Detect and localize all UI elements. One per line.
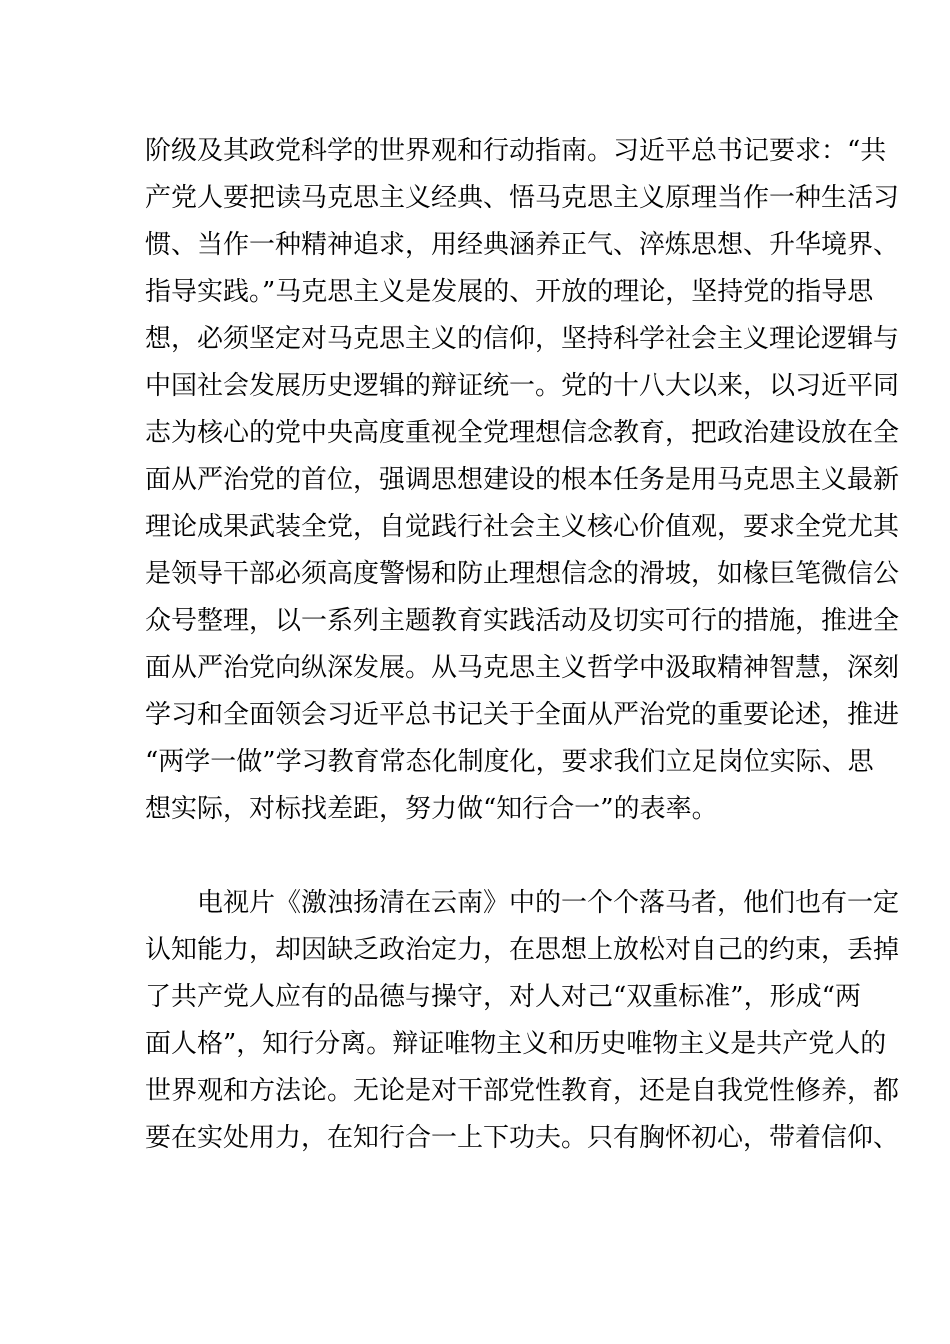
paragraph-1-line-1: 阶级及其政党科学的世界观和行动指南。习近平总书记要求：“共 [145,136,887,166]
paragraph-1-line-4: 指导实践。”马克思主义是发展的、开放的理论，坚持党的指导思 [145,277,874,307]
paragraph-1 [145,128,900,833]
paragraph-2-line-1: 电视片《激浊扬清在云南》中的一个个落马者，他们也有一定 [197,888,900,918]
paragraph-1-line-3: 惯、当作一种精神追求，用经典涵养正气、淬炼思想、升华境界、 [145,230,900,260]
paragraph-1-line-12: 面从严治党向纵深发展。从马克思主义哲学中汲取精神智慧，深刻 [145,653,900,683]
paragraph-2-line-3: 了共产党人应有的品德与操守，对人对己“双重标准”，形成“两 [145,982,861,1012]
paragraph-1-line-8: 面从严治党的首位，强调思想建设的根本任务是用马克思主义最新 [145,465,900,495]
paragraph-1-line-11: 众号整理，以一系列主题教育实践活动及切实可行的措施，推进全 [145,606,900,636]
paragraph-1-line-5: 想，必须坚定对马克思主义的信仰，坚持科学社会主义理论逻辑与 [145,324,900,354]
paragraph-1-line-13: 学习和全面领会习近平总书记关于全面从严治党的重要论述，推进 [145,700,900,730]
paragraph-1-line-10: 是领导干部必须高度警惕和防止理想信念的滑坡，如椽巨笔微信公 [145,559,900,589]
paragraph-1-line-14: “两学一做”学习教育常态化制度化，要求我们立足岗位实际、思 [145,747,874,777]
paragraph-1-line-6: 中国社会发展历史逻辑的辩证统一。党的十八大以来，以习近平同 [145,371,900,401]
paragraph-2-line-5: 世界观和方法论。无论是对干部党性教育，还是自我党性修养，都 [145,1076,900,1106]
paragraph-1-line-7: 志为核心的党中央高度重视全党理想信念教育，把政治建设放在全 [145,418,900,448]
paragraph-2 [145,880,900,1162]
paragraph-1-line-9: 理论成果武装全党，自觉践行社会主义核心价值观，要求全党尤其 [145,512,900,542]
paragraph-1-line-2: 产党人要把读马克思主义经典、悟马克思主义原理当作一种生活习 [145,183,900,213]
paragraph-2-line-4: 面人格”，知行分离。辩证唯物主义和历史唯物主义是共产党人的 [145,1029,887,1059]
paragraph-2-line-2: 认知能力，却因缺乏政治定力，在思想上放松对自己的约束，丢掉 [145,935,900,965]
paragraph-2-line-6: 要在实处用力，在知行合一上下功夫。只有胸怀初心，带着信仰、 [145,1123,900,1153]
paragraph-1-line-15: 想实际，对标找差距，努力做“知行合一”的表率。 [145,794,718,824]
